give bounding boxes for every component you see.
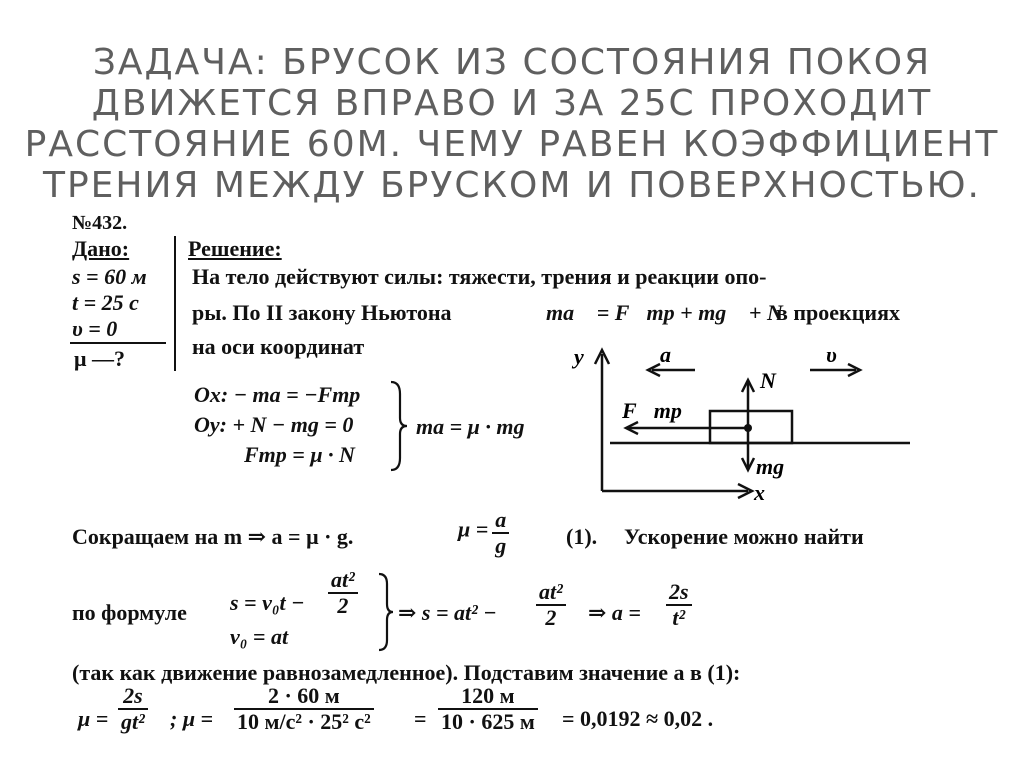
mu-formula — [458, 508, 509, 558]
given-label: Дано: — [72, 236, 130, 261]
final-den-1: 10 м/с² · 25² с² — [237, 709, 371, 734]
y-axis-label: y — [574, 344, 584, 369]
title-line-4: ТРЕНИЯ МЕЖДУ БРУСКОМ И ПОВЕРХНОСТЬЮ. — [42, 165, 981, 206]
find-mu: μ —? — [74, 346, 125, 371]
formula-a-fraction — [666, 580, 692, 630]
given-t: t = 25 с — [72, 290, 139, 315]
formula-v0: v₀ = at — [230, 624, 289, 649]
formula-at2-half — [328, 568, 358, 618]
given-v: υ = 0 — [72, 316, 118, 341]
formula-t2: t² — [672, 605, 686, 630]
final-separator: ; μ = — [170, 706, 214, 731]
formula-2s: 2s — [666, 580, 692, 606]
newton-law-formula: ma⃗ = F⃗тр + mg⃗ + N⃗ — [546, 300, 800, 325]
normal-force-label: N⃗ — [760, 368, 793, 393]
system-eq-oy: Oy: + N − mg = 0 — [194, 412, 354, 437]
x-axis-label: x — [754, 480, 765, 505]
solution-line-2a: ры. По II закону Ньютона — [192, 300, 452, 325]
by-formula-label: по формуле — [72, 600, 187, 625]
mu-denominator: g — [495, 533, 507, 558]
mu-numerator: a — [492, 508, 509, 534]
given-vertical-divider — [174, 236, 176, 371]
title-line-3: РАССТОЯНИЕ 60М. ЧЕМУ РАВЕН КОЭФФИЦИЕНТ — [24, 124, 1000, 165]
friction-label: F⃗тр — [622, 398, 682, 423]
final-fraction-1 — [118, 684, 148, 734]
final-result: = 0,0192 ≈ 0,02 . — [562, 706, 714, 731]
title-line-1: ЗАДАЧА: БРУСОК ИЗ СОСТОЯНИЯ ПОКОЯ — [92, 42, 932, 83]
final-num-1: 2 · 60 м — [234, 684, 374, 710]
velocity-label: υ⃗ — [826, 342, 854, 367]
given-divider — [70, 342, 166, 344]
formula-arrow-a: ⇒ a = — [588, 600, 641, 625]
final-gt2: gt² — [121, 709, 145, 734]
reduce-text: Сокращаем на m ⇒ a = μ · g. — [72, 524, 354, 549]
solution-line-2b: в проекциях — [776, 300, 900, 325]
solution-label: Решение: — [188, 236, 282, 261]
final-den-2: 10 · 625 м — [441, 709, 535, 734]
accel-text: Ускорение можно найти — [624, 524, 864, 549]
system-eq-ox: Ox: − ma = −Fтр — [194, 382, 361, 407]
given-s: s = 60 м — [72, 264, 147, 289]
solution-line-3: на оси координат — [192, 334, 365, 359]
eq-number-1: (1). — [566, 524, 598, 549]
formula-at2: at² — [328, 568, 358, 594]
center-of-mass — [744, 424, 752, 432]
formula-2-2: 2 — [545, 605, 557, 630]
formula-at2-half-2 — [536, 580, 566, 630]
note-line: (так как движение равнозамедленное). Подставим значение a в (1): — [72, 660, 741, 685]
final-mu-lhs: μ = — [78, 706, 109, 731]
final-2s: 2s — [118, 684, 148, 710]
final-equals: = — [414, 706, 427, 731]
system-eq-friction: Fтр = μ · N — [244, 442, 355, 467]
formula-at2-2: at² — [536, 580, 566, 606]
mu-lhs: μ = — [458, 516, 489, 542]
system-result: ma = μ · mg — [416, 414, 525, 439]
mu-fraction — [492, 508, 509, 558]
title-line-2: ДВИЖЕТСЯ ВПРАВО И ЗА 25С ПРОХОДИТ — [91, 83, 933, 124]
solution-line-1: На тело действуют силы: тяжести, трения и реакции опо- — [192, 264, 767, 289]
final-fraction-2 — [234, 684, 374, 734]
force-diagram — [560, 336, 920, 506]
formula-brace — [376, 572, 396, 652]
system-brace — [388, 380, 410, 472]
acceleration-label: a⃗ — [660, 342, 689, 367]
formula-2: 2 — [337, 593, 349, 618]
formula-arrow-s: ⇒ s = at² − — [398, 600, 497, 625]
problem-number: №432. — [72, 212, 128, 234]
final-num-2: 120 м — [438, 684, 538, 710]
final-fraction-3 — [438, 684, 538, 734]
formula-s: s = v₀t − — [230, 590, 305, 615]
gravity-label: mg⃗ — [756, 454, 802, 479]
